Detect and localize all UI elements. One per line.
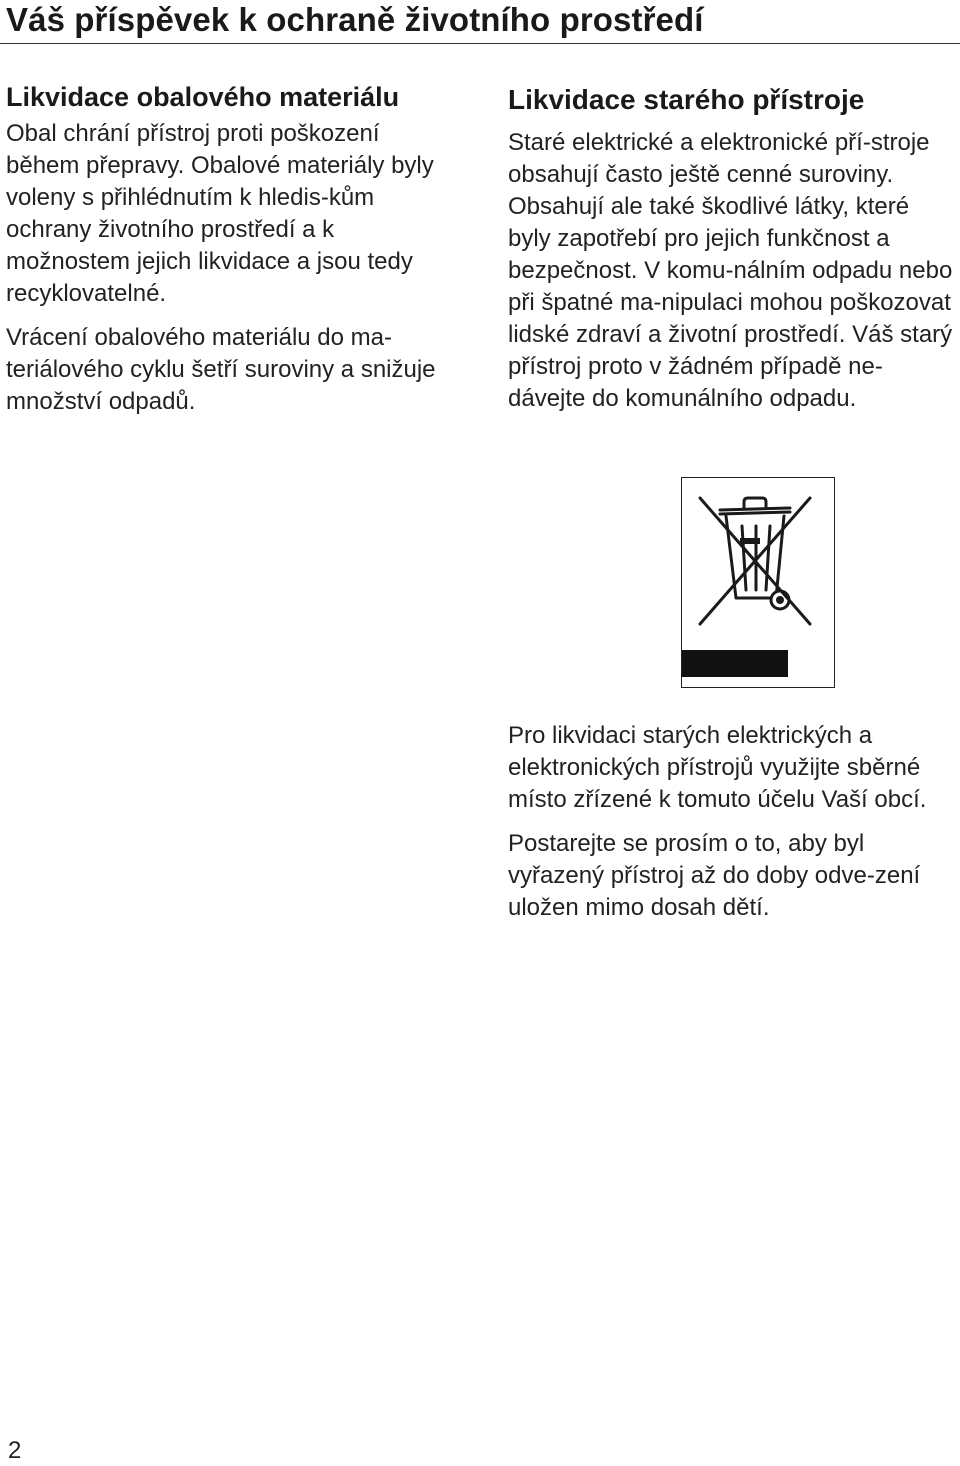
old-appliance-disposal-heading: Likvidace starého přístroje bbox=[508, 84, 865, 115]
page-number: 2 bbox=[8, 1437, 22, 1464]
weee-symbol bbox=[681, 477, 835, 688]
packaging-disposal-heading: Likvidace obalového materiálu bbox=[6, 82, 400, 112]
old-appliance-disposal-section bbox=[508, 80, 958, 415]
crossed-out-wheeled-bin-icon bbox=[682, 478, 833, 686]
old-appliance-disposal-paragraph: Staré elektrické a elektronické pří-stroje obsahují často ještě cenné suroviny. Obsahují ale také škodlivé látky, které byly zapotřebí pro jejich funkčnost a bezpečnost. V komu-nálním odpadu nebo při špatné ma-nipulaci mohou poškozovat lidské zdraví a životní prostředí. Váš starý přístroj proto v žádném případě ne-dávejte do komunálního odpadu. bbox=[508, 129, 953, 412]
packaging-disposal-paragraph-2: Vrácení obalového materiálu do ma-teriálového cyklu šetří suroviny a snižuje množství odpadů. bbox=[6, 324, 436, 415]
page-title: Váš příspěvek k ochraně životního prostředí bbox=[6, 1, 704, 38]
weee-underline-bar bbox=[682, 650, 788, 677]
collection-point-paragraph-2: Postarejte se prosím o to, aby byl vyřazený přístroj až do doby odve-zení uložen mimo dosah dětí. bbox=[508, 830, 921, 921]
packaging-disposal-paragraph-1: Obal chrání přístroj proti poškození během přepravy. Obalové materiály byly voleny s přihlédnutím k hledis-kům ochrany životního prostředí a k možnostem jejich likvidace a jsou tedy recyklovatelné. bbox=[6, 120, 434, 307]
collection-point-section bbox=[508, 720, 958, 924]
collection-point-paragraph-1: Pro likvidaci starých elektrických a elektronických přístrojů využijte sběrné místo zřízené k tomuto účelu Vaší obcí. bbox=[508, 722, 927, 813]
title-divider bbox=[0, 43, 960, 44]
packaging-disposal-section bbox=[6, 80, 456, 418]
